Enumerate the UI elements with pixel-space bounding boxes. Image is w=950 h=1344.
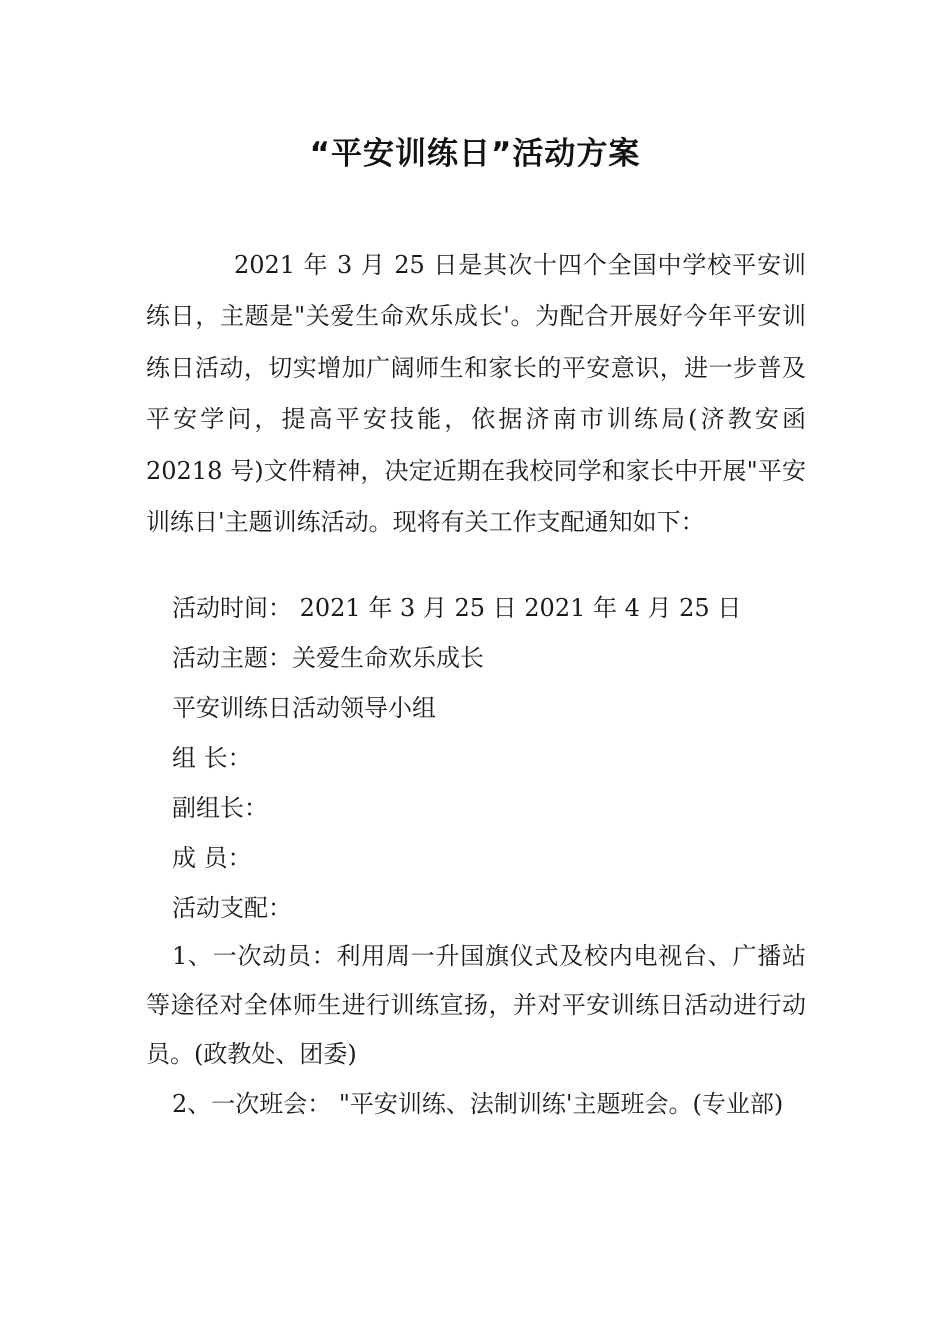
document-title: “平安训练日”活动方案 [309,136,641,172]
activity-arrangement-heading: 活动支配： [172,894,292,922]
deputy-leader-label: 副组长： [172,794,268,822]
arrangement-item-2: 2、一次班会： "平安训练、法制训练'主题班会。(专业部) [172,1090,784,1118]
activity-time: 活动时间： 2021 年 3 月 25 日 2021 年 4 月 25 日 [172,594,742,622]
arrangement-item-1: 1、一次动员：利用周一升国旗仪式及校内电视台、广播站等途径对全体师生进行训练宣扬，并对平安训练日活动进行动员。(政教处、团委) [146,942,806,1068]
activity-theme: 活动主题：关爱生命欢乐成长 [172,644,484,672]
members-label: 成 员： [172,844,252,872]
leadership-group-heading: 平安训练日活动领导小组 [172,694,436,722]
group-leader-label: 组 长： [172,744,252,772]
intro-paragraph: 2021 年 3 月 25 日是其次十四个全国中学校平安训练日，主题是"关爱生命欢乐成长'。为配合开展好今年平安训练日活动，切实增加广阔师生和家长的平安意识，进一步普及平安学问，提高平安技能，依据济南市训练局(济教安函 20218 号)文件精神，决定近期在我校同学和家长中开展"平安训练日'主题训练活动。现将有关工作支配通知如下： [146,251,806,537]
